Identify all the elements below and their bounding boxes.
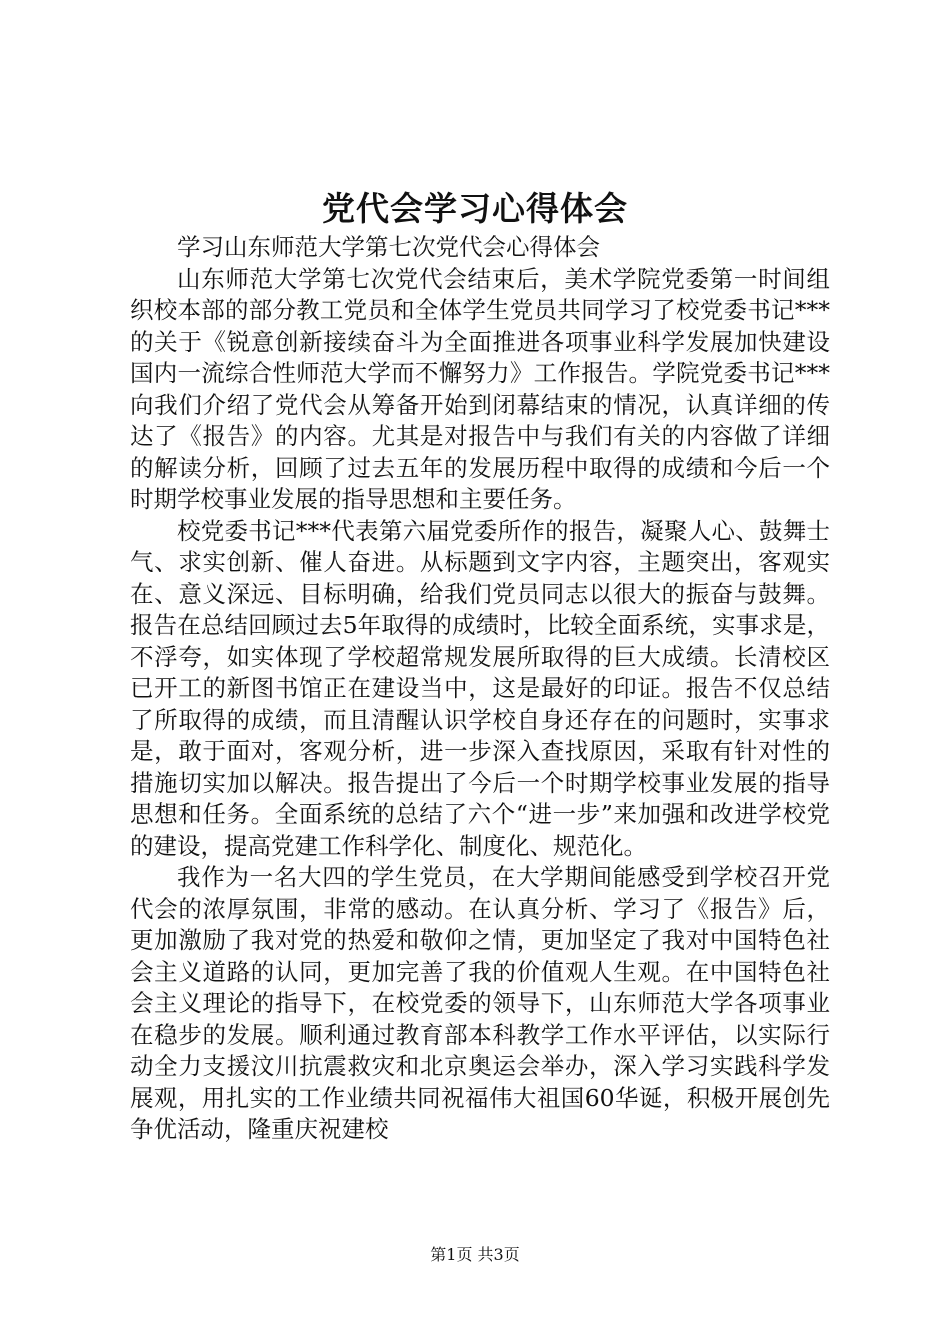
paragraph: 山东师范大学第七次党代会结束后，美术学院党委第一时间组织校本部的部分教工党员和全体学生党员共同学习了校党委书记***的关于《锐意创新接续奋斗为全面推进各项事业科学发展加快建设国内一流综合性师范大学而不懈努力》工作报告。学院党委书记***向我们介绍了党代会从筹备开始到闭幕结束的情况，认真详细的传达了《报告》的内容。尤其是对报告中与我们有关的内容做了详细的解读分析，回顾了过去五年的发展历程中取得的成绩和今后一个时期学校事业发展的指导思想和主要任务。 [130,264,830,513]
paragraph: 校党委书记***代表第六届党委所作的报告，凝聚人心、鼓舞士气、求实创新、催人奋进。从标题到文字内容，主题突出，客观实在、意义深远、目标明确，给我们党员同志以很大的振奋与鼓舞。报告在总结回顾过去5年取得的成绩时，比较全面系统，实事求是，不浮夸，如实体现了学校超常规发展所取得的巨大成绩。长清校区已开工的新图书馆正在建设当中，这是最好的印证。报告不仅总结了所取得的成绩，而且清醒认识学校自身还存在的问题时，实事求是，敢于面对，客观分析，进一步深入查找原因，采取有针对性的措施切实加以解决。报告提出了今后一个时期学校事业发展的指导思想和任务。全面系统的总结了六个“进一步”来加强和改进学校党的建设，提高党建工作科学化、制度化、规范化。 [130,516,830,860]
document-subtitle: 学习山东师范大学第七次党代会心得体会 [177,233,600,261]
page-footer: 第1页 共3页 [430,1245,520,1264]
paragraph: 我作为一名大四的学生党员，在大学期间能感受到学校召开党代会的浓厚氛围，非常的感动。在认真分析、学习了《报告》后，更加激励了我对党的热爱和敬仰之情，更加坚定了我对中国特色社会主义道路的认同，更加完善了我的价值观人生观。在中国特色社会主义理论的指导下，在校党委的领导下，山东师范大学各项事业在稳步的发展。顺利通过教育部本科教学工作水平评估，以实际行动全力支援汶川抗震救灾和北京奥运会举办，深入学习实践科学发展观，用扎实的工作业绩共同祝福伟大祖国60华诞，积极开展创先争优活动，隆重庆祝建校 [130,863,830,1143]
document-title: 党代会学习心得体会 [322,189,628,228]
document-body [130,232,830,1146]
